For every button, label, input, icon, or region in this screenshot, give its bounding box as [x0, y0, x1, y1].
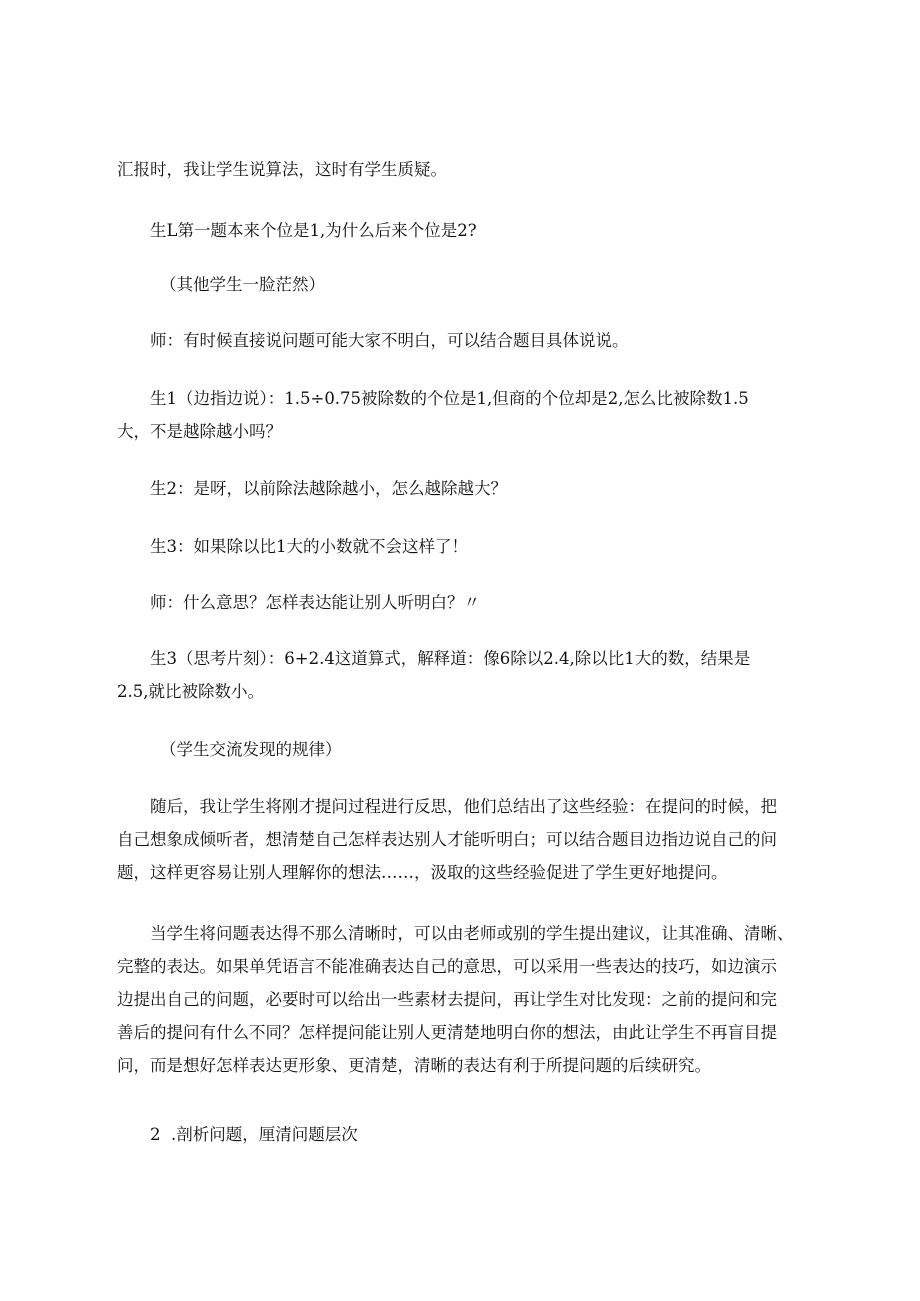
- text-line: 师：有时候直接说问题可能大家不明白，可以结合题目具体说说。: [150, 331, 629, 350]
- text-line: 生L第一题本来个位是1,为什么后来个位是2?: [150, 221, 477, 240]
- text-line: 2 .剖析问题，厘清问题层次: [150, 1125, 358, 1144]
- text-line: 大，不是越除越小吗？: [117, 422, 282, 441]
- text-line: 生3（思考片刻）：6+2.4这道算式，解释道：像6除以2.4,除以比1大的数，结果是: [150, 649, 751, 668]
- text-line: 随后，我让学生将刚才提问过程进行反思，他们总结出了这些经验：在提问的时候，把: [150, 797, 777, 816]
- text-line: 生2：是呀，以前除法越除越小，怎么越除越大？: [150, 479, 507, 498]
- text-line: 师：什么意思？怎样表达能让别人听明白？〃: [150, 593, 480, 612]
- text-line: 善后的提问有什么不同？怎样提问能让别人更清楚地明白你的想法，由此让学生不再盲目提: [117, 1023, 777, 1042]
- paragraph-student-l-question: [117, 214, 807, 247]
- paragraph-teacher-prompt: [117, 324, 807, 357]
- text-line: 问，而是想好怎样表达更形象、更清楚，清晰的表达有利于所提问题的后续研究。: [117, 1056, 711, 1075]
- text-line: 生3：如果除以比1大的小数就不会这样了！: [150, 537, 468, 556]
- section-heading-2: [117, 1118, 807, 1151]
- text-line: 完整的表达。如果单凭语言不能准确表达自己的意思，可以采用一些表达的技巧，如边演示: [117, 957, 777, 976]
- text-line: 汇报时，我让学生说算法，这时有学生质疑。: [117, 160, 447, 179]
- text-line: 边提出自己的问题，必要时可以给出一些素材去提问，再让学生对比发现：之前的提问和完: [117, 990, 777, 1009]
- text-line: 题，这样更容易让别人理解你的想法……，汲取的这些经验促进了学生更好地提问。: [117, 863, 728, 882]
- text-line: 2.5,就比被除数小。: [117, 682, 264, 701]
- paragraph-student-1: [117, 382, 807, 448]
- paragraph-unclear-expression: [117, 917, 807, 1082]
- paragraph-students-confused: [117, 268, 807, 301]
- paragraph-teacher-question: [117, 586, 807, 619]
- paragraph-report: [117, 153, 807, 186]
- text-line: 自己想象成倾听者，想清楚自己怎样表达别人才能听明白；可以结合题目边指边说自己的问: [117, 830, 777, 849]
- text-line: （学生交流发现的规律）: [160, 740, 342, 759]
- paragraph-student-3: [117, 530, 807, 563]
- paragraph-reflection: [117, 790, 807, 889]
- text-line: 生1（边指边说）：1.5÷0.75被除数的个位是1,但商的个位却是2,怎么比被除数1.5: [150, 389, 749, 408]
- text-line: 当学生将问题表达得不那么清晰时，可以由老师或别的学生提出建议，让其准确、清晰、: [150, 924, 794, 943]
- paragraph-student-2: [117, 472, 807, 505]
- paragraph-student-exchange: [117, 733, 807, 766]
- text-line: （其他学生一脸茫然）: [160, 275, 325, 294]
- paragraph-student-3-explain: [117, 642, 807, 708]
